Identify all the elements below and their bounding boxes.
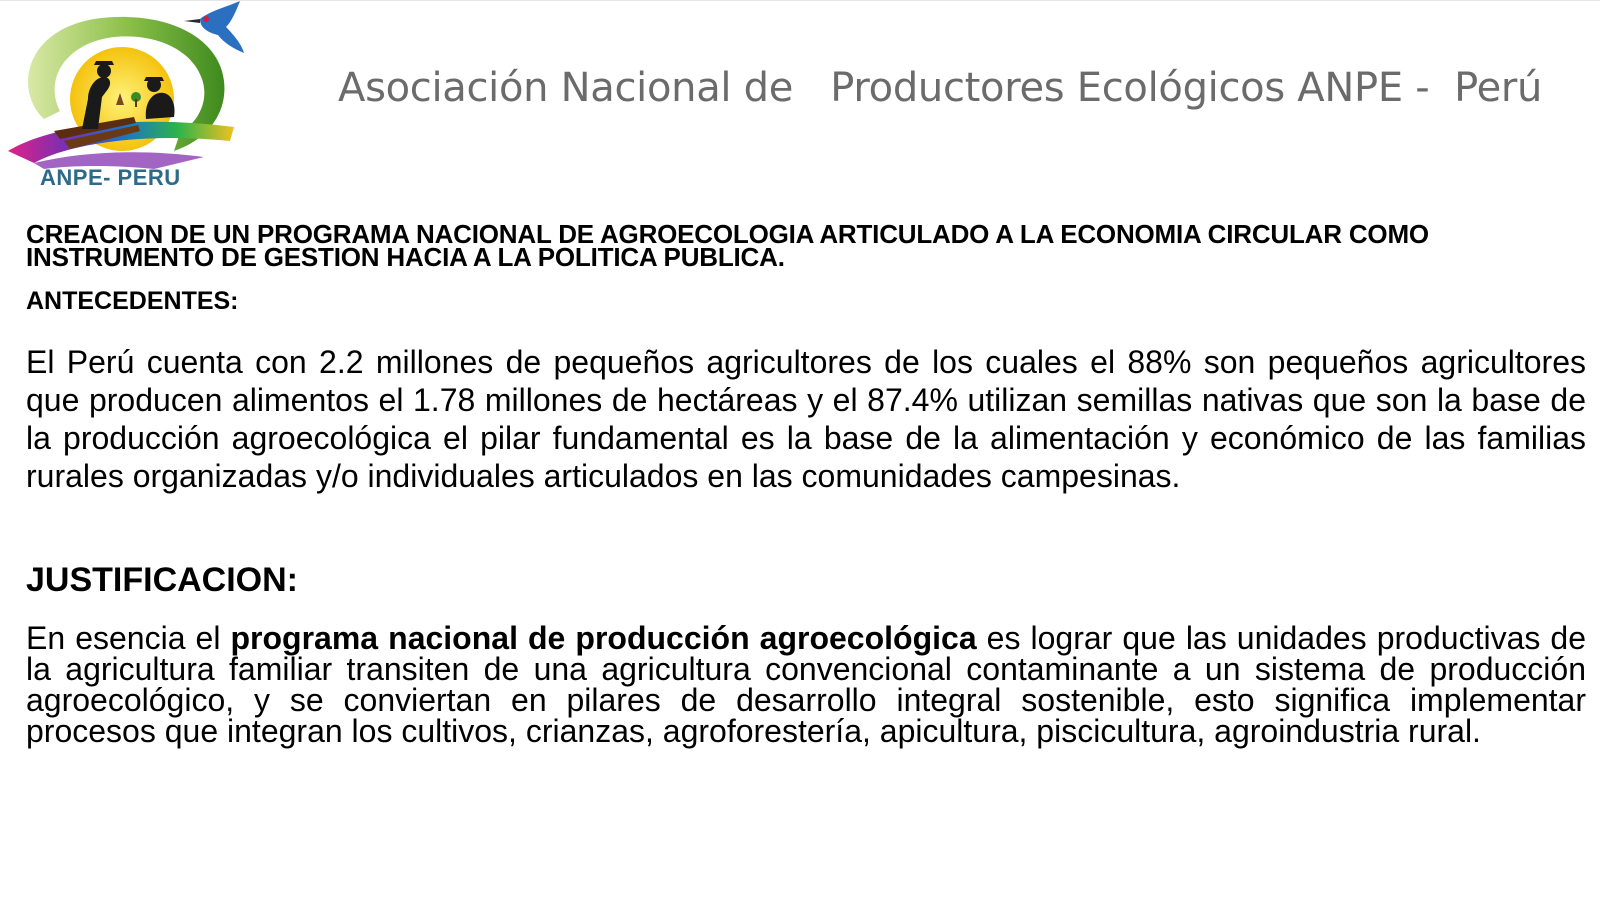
justificacion-heading: JUSTIFICACION: [26,561,298,599]
organization-title: Asociación Nacional de Productores Ecológicos ANPE - Perú [338,65,1543,111]
justificacion-intro: En esencia el [26,620,231,656]
anpe-logo-icon [4,1,250,171]
justificacion-rest: es lograr que las unidades productivas de la agricultura familiar transiten de una agricultura convencional contaminante a un sistema de producción agroecológico, y se conviertan en pilares de desarrollo integral sostenible, esto significa implementar procesos que integran los cultivos, crianzas, agroforestería, apicultura, piscicultura, agroindustria rural. [26,620,1587,749]
antecedentes-heading: ANTECEDENTES: [26,287,239,315]
justificacion-bold-phrase: programa nacional de producción agroecológica [230,620,977,656]
anpe-logo [4,1,250,197]
document-title: CREACION DE UN PROGRAMA NACIONAL DE AGROECOLOGIA ARTICULADO A LA ECONOMIA CIRCULAR COMO INSTRUMENTO DE GESTION HACIA A LA POLITICA PUBLICA. [26,219,1429,272]
logo-label: ANPE- PERU [40,165,181,190]
antecedentes-paragraph: El Perú cuenta con 2.2 millones de pequeños agricultores de los cuales el 88% son pequeños agricultores que producen alimentos el 1.78 millones de hectáreas y el 87.4% utilizan semillas nativas que son la base de la producción agroecológica el pilar fundamental es la base de la alimentación y económico de las familias rurales organizadas y/o individuales articulados en las comunidades campesinas. [26,344,1586,494]
justificacion-paragraph [26,620,1587,749]
